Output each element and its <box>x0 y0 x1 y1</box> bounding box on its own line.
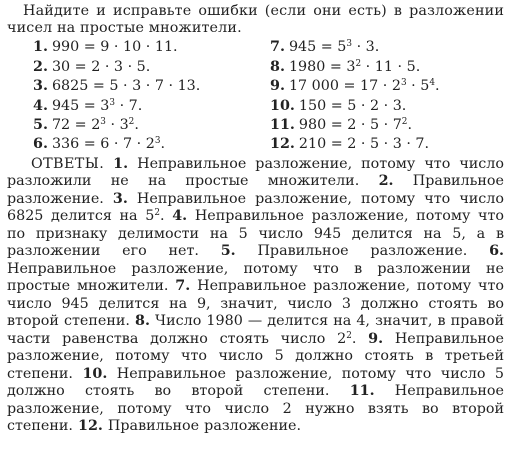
problem-expression: 210 = 2 · 5 · 3 · 7. <box>298 136 430 153</box>
answer-text: Неправильное разложение, потому что в разложении не простые множители. <box>7 260 504 295</box>
answer-number: 8. <box>135 313 150 330</box>
answers-heading: ОТВЕТЫ. <box>31 155 105 172</box>
problem-number: 8. <box>270 58 285 75</box>
answer-number: 1. <box>113 155 129 172</box>
problem-item <box>7 135 270 154</box>
problem-expression: 17 $000 = 17 \cdot 2^3 \cdot 5^4$. <box>288 78 440 95</box>
problem-number: 12. <box>270 136 295 153</box>
problem-expression: $980 = 2 \cdot 5 \cdot 7^2$. <box>298 117 412 134</box>
answer-text: Неправильное разложение, потому что число 2 нужно взять во второй степени. <box>7 383 504 435</box>
problem-expression: $945 = 3^3 \cdot 7$. <box>51 97 143 114</box>
problem-item <box>270 38 504 57</box>
answer-number: 4. <box>172 208 188 225</box>
answer-text: Правильное разложение. <box>7 173 504 207</box>
problem-expression: 30 = 2 · 3 · 5. <box>51 58 151 75</box>
problem-item <box>7 77 270 96</box>
answer-text: Неправильное разложение, потому что число 6825 делится на $5^2$. <box>7 190 504 225</box>
answer-number: 3. <box>112 190 128 207</box>
problem-number: 11. <box>270 117 295 134</box>
problem-item <box>7 97 270 116</box>
textbook-page <box>7 3 504 436</box>
problem-expression: 990 = 9 · 10 · 11. <box>51 39 178 56</box>
answer-text: Число 1980 — делится на 4, значит, в правой части равенства должно стоять число $2^2$. <box>7 313 504 347</box>
answer-number: 6. <box>489 243 504 260</box>
problem-item <box>270 58 504 77</box>
answer-number: 10. <box>82 365 108 382</box>
answer-number: 2. <box>378 173 394 190</box>
problem-number: 4. <box>33 97 48 114</box>
problem-item <box>270 97 504 116</box>
problem-number: 10. <box>270 97 295 114</box>
task-statement: Найдите и исправьте ошибки (если они есть) в разложении чисел на простые множители. <box>7 3 504 37</box>
problem-item <box>7 116 270 135</box>
problem-item <box>270 116 504 135</box>
problem-expression: $336 = 6 \cdot 7 \cdot 2^3$. <box>51 136 166 153</box>
problem-number: 6. <box>33 136 48 153</box>
answer-number: 11. <box>349 383 375 400</box>
answer-number: 7. <box>175 278 191 295</box>
problem-number: 3. <box>33 78 48 95</box>
problem-item <box>270 77 504 96</box>
problem-expression: $1980 = 3^2 \cdot 11 \cdot 5$. <box>288 58 421 75</box>
answer-text: Неправильное разложение, потому что число 945 делится на 9, значит, число 3 должно стоять во второй степени. <box>7 278 504 330</box>
problem-expression: $72 = 2^3 \cdot 3^2$. <box>51 117 139 134</box>
problem-expression: 6825 = 5 · 3 · 7 · 13. <box>51 78 201 95</box>
problem-number: 2. <box>33 58 48 75</box>
problem-number: 7. <box>270 39 285 56</box>
answer-number: 5. <box>220 243 236 260</box>
problem-number: 5. <box>33 117 48 134</box>
problem-list <box>7 38 504 154</box>
answer-text: Неправильное разложение, потому что по признаку делимости на 5 число 945 делится на 5, а в разложении его нет. <box>7 208 504 260</box>
problem-expression: 150 = 5 · 2 · 3. <box>298 97 407 114</box>
problem-expression: $945 = 5^3 \cdot 3$. <box>288 39 380 56</box>
problem-number: 9. <box>270 78 285 95</box>
problem-number: 1. <box>33 39 48 56</box>
answer-number: 12. <box>78 418 103 435</box>
answer-text: Правильное разложение. <box>102 418 302 435</box>
answer-text: Неправильное разложение, потому что число разложили не на простые множители. <box>7 155 504 190</box>
answer-text: Неправильное разложение, потому что число 5 должно стоять во второй степени. <box>7 365 504 400</box>
answer-text: Неправильное разложение, потому что число 5 должно стоять в третьей степени. <box>7 330 504 382</box>
problem-item <box>270 135 504 154</box>
problem-item <box>7 38 270 57</box>
problem-item <box>7 58 270 77</box>
answer-text: Правильное разложение. <box>235 243 490 260</box>
answer-number: 9. <box>368 330 384 347</box>
answers-paragraph <box>7 156 504 436</box>
